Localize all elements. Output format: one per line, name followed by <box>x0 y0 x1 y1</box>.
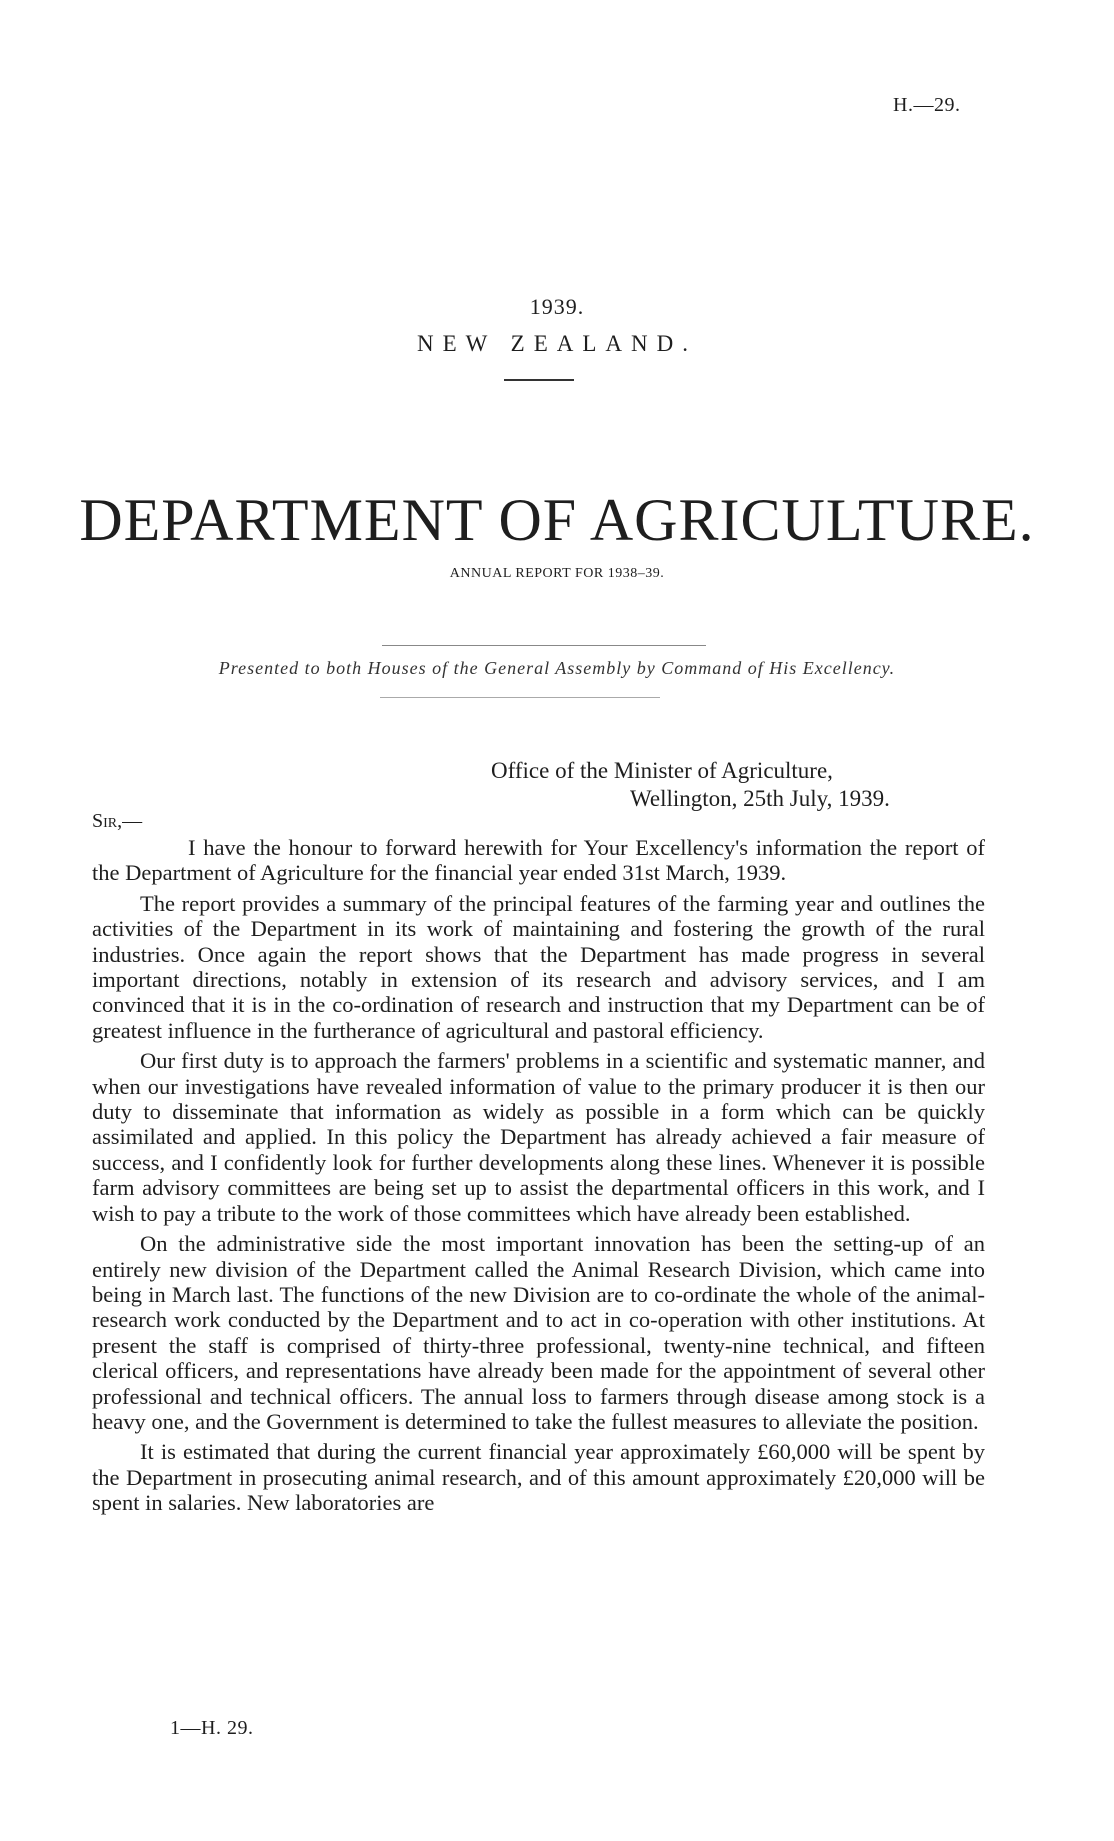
paragraph-4: On the administrative side the most important innovation has been the setting-up of an entirely new division of the Department called the Animal Research Division, which came into being in March last. The functions of the new Division are to co-ordinate the whole of the animal-research work conducted by the Department and to act in co-operation with other institutions. At present the staff is comprised of thirty-three professional, twenty-nine technical, and fifteen clerical officers, and representations have already been made for the appointment of several other professional and technical officers. The annual loss to farmers through disease among stock is a heavy one, and the Government is determined to take the fullest measures to alleviate the position. <box>92 1231 985 1434</box>
page-title: DEPARTMENT OF AGRICULTURE. <box>79 487 1035 553</box>
paragraph-1: I have the honour to forward herewith for Your Excellency's information the report of the Department of Agriculture for the financial year ended 31st March, 1939. <box>92 835 985 886</box>
paragraph-5: It is estimated that during the current financial year approximately £60,000 will be spent by the Department in prosecuting animal research, and of this amount approximately £20,000 will be spent in salaries. New laboratories are <box>92 1439 985 1516</box>
page-reference: H.—29. <box>893 94 961 116</box>
publication-year: 1939. <box>529 294 585 319</box>
letter-salutation: Sir,— <box>92 810 143 832</box>
divider-rule <box>504 379 574 381</box>
letter-body <box>92 835 985 1516</box>
report-subtitle: ANNUAL REPORT FOR 1938–39. <box>449 566 665 581</box>
presentation-note: Presented to both Houses of the General Assembly by Command of His Excellency. <box>218 658 896 678</box>
letter-place-date: Wellington, 25th July, 1939. <box>630 786 890 811</box>
divider-rule-top <box>382 645 706 646</box>
country-heading: NEW ZEALAND. <box>416 331 698 356</box>
letter-office: Office of the Minister of Agriculture, <box>491 758 833 783</box>
paragraph-3: Our first duty is to approach the farmers' problems in a scientific and systematic manner, and when our investigations have revealed information of value to the primary producer it is then our duty to disseminate that information as widely as possible in a form which can be quickly assimilated and applied. In this policy the Department has already achieved a fair measure of success, and I confidently look for further developments along these lines. Whenever it is possible farm advisory committees are being set up to assist the departmental officers in this work, and I wish to pay a tribute to the work of those committees which have already been established. <box>92 1048 985 1226</box>
divider-rule-bottom <box>380 697 660 698</box>
paragraph-2: The report provides a summary of the principal features of the farming year and outlines the activities of the Department in its work of maintaining and fostering the growth of the rural industries. Once again the report shows that the Department has made progress in several important directions, notably in extension of its research and advisory services, and I am convinced that it is in the co-ordination of research and instruction that my Department can be of greatest influence in the furtherance of agricultural and pastoral efficiency. <box>92 890 985 1043</box>
printer-signature: 1—H. 29. <box>170 1717 254 1739</box>
